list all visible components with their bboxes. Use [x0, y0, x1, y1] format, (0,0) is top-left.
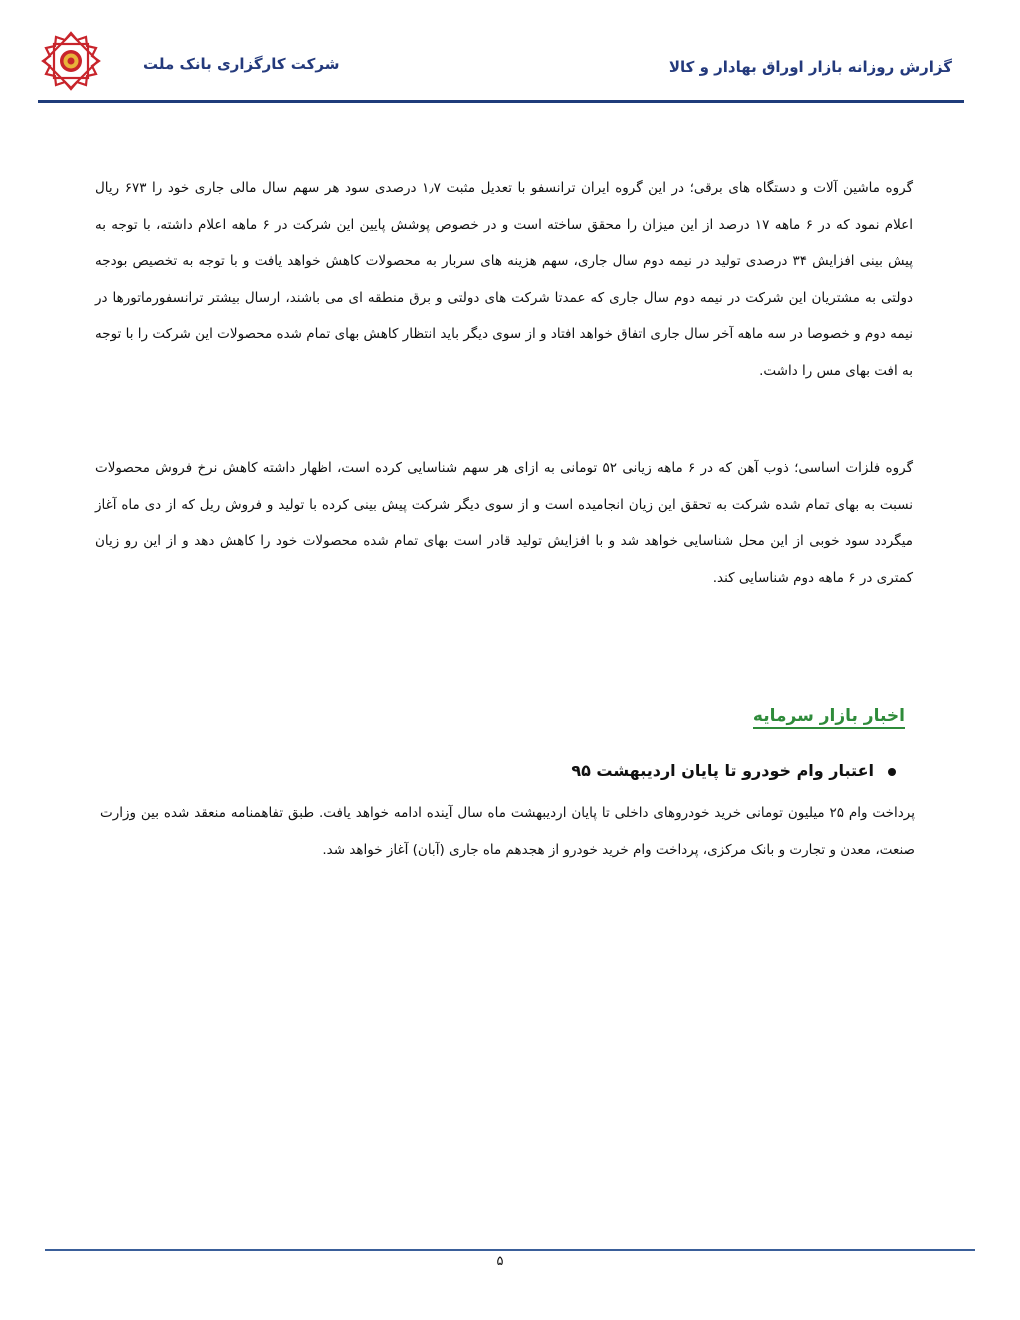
paragraph-electrical-equipment: گروه ماشین آلات و دستگاه های برقی؛ در این گروه ایران ترانسفو با تعدیل مثبت ۱٫۷ درصدی سود هر سهم سال مالی جاری خود را ۶۷۳ ریال اعلام نمود که در ۶ ماهه ۱۷ درصد از این میزان را محقق ساخته است و در خصوص پوشش پایین این شرکت در ۶ ماهه اعلام داشته، با توجه به پیش بینی افزایش ۳۴ درصدی تولید در نیمه دوم سال جاری، سهم هزینه های سربار به محصولات کاهش خواهد یافت و با توجه به تخصیص بودجه دولتی به مشتریان این شرکت در نیمه دوم سال جاری که عمدتا شرکت های دولتی و برق منطقه ای می باشند، ارسال بیشتر ترانسفورماتورها در نیمه دوم و خصوصا در سه ماهه آخر سال جاری اتفاق خواهد افتاد و از سوی دیگر باید انتظار کاهش بهای تمام شده محصولات این شرکت را با توجه به افت بهای مس را داشت.	[95, 180, 913, 379]
footer-divider	[45, 1249, 975, 1251]
section-title-capital-market-news: اخبار بازار سرمایه	[753, 706, 905, 729]
page-header	[0, 0, 1020, 110]
header-divider	[38, 100, 964, 103]
news-headline: اعتبار وام خودرو تا پایان اردیبهشت ۹۵	[571, 761, 874, 780]
bank-mellat-logo-icon	[40, 30, 102, 92]
news-body: پرداخت وام ۲۵ میلیون تومانی خرید خودروهای داخلی تا پایان اردیبهشت ماه سال آینده ادامه خواهد یافت. طبق تفاهمنامه منعقد شده بین وزارت صنعت، معدن و تجارت و بانک مرکزی، پرداخت وام خرید خودرو از هجدهم ماه جاری (آبان) آغاز خواهد شد.	[100, 805, 915, 858]
page-number: ۵	[496, 1254, 504, 1269]
news-headline-row	[571, 761, 896, 780]
paragraph-basic-metals: گروه فلزات اساسی؛ ذوب آهن که در ۶ ماهه زیانی ۵۲ تومانی به ازای هر سهم شناسایی کرده است، اظهار داشته کاهش نرخ فروش محصولات نسبت به بهای تمام شده شرکت به تحقق این زیان انجامیده است و از سوی دیگر شرکت پیش بینی کرده با تولید و فروش ریل که از دی ماه آغاز میگردد سود خوبی از این محل شناسایی خواهد شد و با افزایش تولید قادر است بهای تمام شده محصولات خود را کاهش دهد و از این رو زیان کمتری در ۶ ماهه دوم شناسایی کند.	[95, 460, 913, 586]
report-title: گزارش روزانه بازار اوراق بهادار و کالا	[668, 58, 952, 76]
bullet-icon	[888, 768, 896, 776]
company-name: شرکت کارگزاری بانک ملت	[143, 55, 340, 73]
